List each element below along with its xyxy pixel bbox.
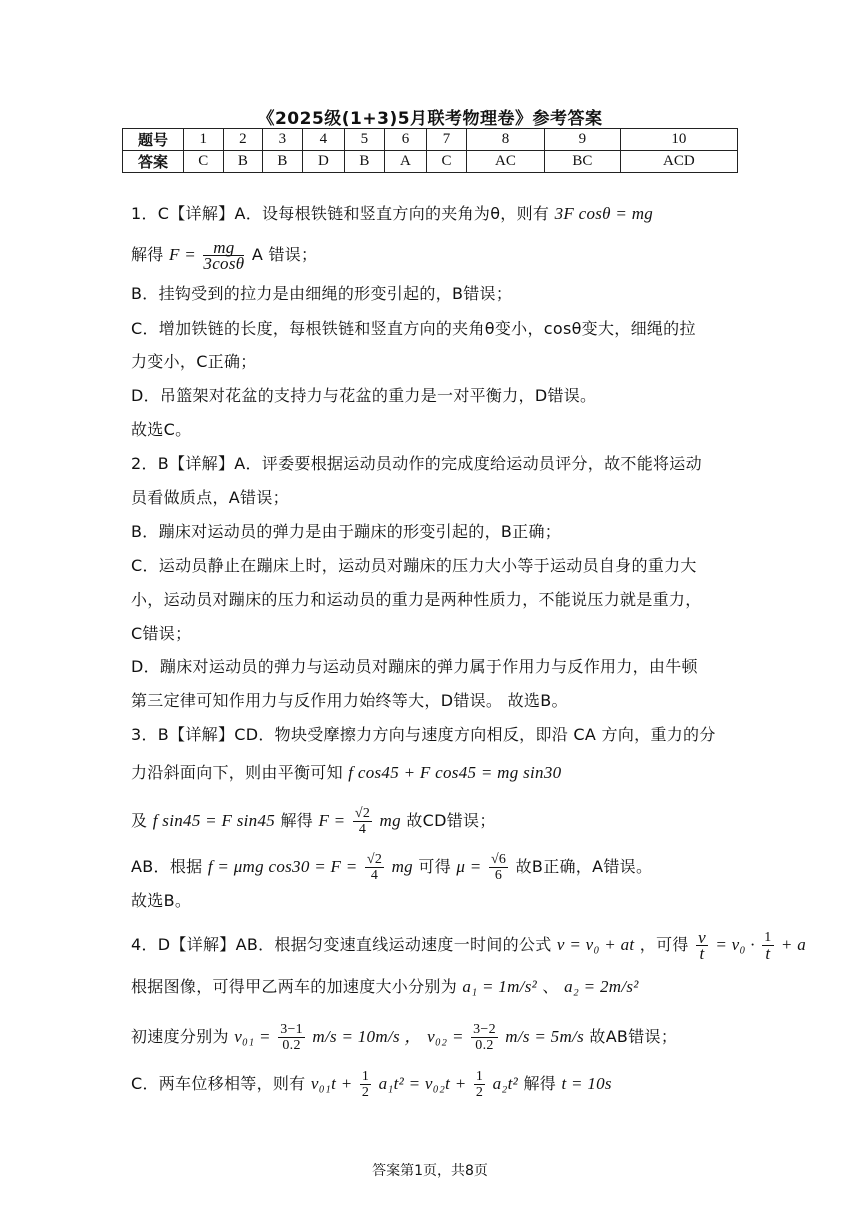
answer-cell: B	[263, 151, 303, 173]
q2-line-7: D．蹦床对运动员的弹力与运动员对蹦床的弹力属于作用力与反作用力，由牛顿	[131, 657, 698, 676]
page-footer: 答案第1页，共8页	[372, 1163, 488, 1179]
q1-line-5: 力变小，C正确；	[131, 352, 257, 371]
q3-equation: f = μmg cos30 = F =	[207, 857, 358, 876]
q4-equation: a₂t²	[492, 1074, 519, 1093]
row-label-numbers: 题号	[123, 129, 184, 151]
q1-line-1	[131, 203, 653, 225]
q4-fraction: $\frac{3-2}{0.2}$	[473, 1022, 496, 1053]
q2-line-5: 小，运动员对蹦床的压力和运动员的重力是两种性质力，不能说压力就是重力，	[131, 590, 702, 609]
q3-text: 及	[131, 811, 148, 830]
question-number: 2	[223, 129, 263, 151]
q4-fraction: $\frac{3-1}{0.2}$	[280, 1022, 303, 1053]
answer-cell: B	[223, 151, 263, 173]
q4-text: ，可得	[639, 935, 689, 954]
q4-text: 初速度分别为	[131, 1027, 229, 1046]
q3-fraction: $\frac{√2}{4}$	[354, 806, 371, 837]
answer-cell: AC	[466, 151, 544, 173]
q3-text: 故B正确，A错误。	[515, 857, 653, 876]
q3-equation: mg	[379, 811, 401, 830]
q3-equation: f sin45 = F sin45	[152, 811, 276, 830]
q3-equation: μ =	[456, 857, 482, 876]
q4-equation: m/s = 10m/s ，	[312, 1027, 422, 1046]
q3-text: 力沿斜面向下，则由平衡可知	[131, 763, 343, 782]
q1-line-6: D．吊篮架对花盆的支持力与花盆的重力是一对平衡力，D错误。	[131, 386, 597, 405]
q4-line-3	[131, 1022, 677, 1053]
q4-line-1	[131, 930, 806, 961]
q1-text: 解得	[131, 245, 164, 264]
q2-line-8: 第三定律可知作用力与反作用力始终等大，D错误。 故选B。	[131, 691, 568, 710]
q3-line-5: 故选B。	[131, 891, 192, 910]
q4-equation: a₁ = 1m/s²	[462, 977, 538, 996]
question-number: 1	[184, 129, 224, 151]
q3-text: 故CD错误；	[406, 811, 496, 830]
q4-equation: a₂ = 2m/s²	[564, 977, 639, 996]
q1-text: A 错误；	[251, 245, 318, 264]
q4-line-4	[131, 1069, 612, 1100]
q2-line-2: 员看做质点，A错误；	[131, 488, 289, 507]
question-number: 9	[545, 129, 620, 151]
q4-text: 4．D【详解】AB．根据匀变速直线运动速度一时间的公式	[131, 935, 552, 954]
answer-cell: C	[184, 151, 224, 173]
question-number: 7	[427, 129, 467, 151]
answer-cell: ACD	[620, 151, 737, 173]
question-number: 4	[302, 129, 345, 151]
q4-equation: t = 10s	[561, 1074, 612, 1093]
q4-equation: v₀₁t +	[310, 1074, 353, 1093]
answer-cell: C	[427, 151, 467, 173]
q3-text: 可得	[418, 857, 451, 876]
row-label-answers: 答案	[123, 151, 184, 173]
answer-cell: BC	[545, 151, 620, 173]
q4-equation: v₀₂ =	[427, 1027, 464, 1046]
q1-line-3: B．挂钩受到的拉力是由细绳的形变引起的，B错误；	[131, 284, 513, 303]
answer-table-row-numbers	[123, 129, 738, 151]
q3-equation: F =	[318, 811, 346, 830]
question-number: 6	[384, 129, 427, 151]
q1-line-4: C．增加铁链的长度，每根铁链和竖直方向的夹角θ变小，cosθ变大，细绳的拉	[131, 319, 696, 338]
q2-line-3: B．蹦床对运动员的弹力是由于蹦床的形变引起的，B正确；	[131, 522, 562, 541]
page-title: 《2025级(1+3)5月联考物理卷》参考答案	[257, 109, 603, 129]
q4-text: 根据图像，可得甲乙两车的加速度大小分别为	[131, 977, 458, 996]
q3-equation: mg	[391, 857, 413, 876]
q1-equation: 3F cosθ = mg	[554, 204, 654, 223]
q4-text: 故AB错误；	[589, 1027, 678, 1046]
q2-line-1: 2．B【详解】A．评委要根据运动员动作的完成度给运动员评分，故不能将运动	[131, 454, 702, 473]
q4-text: C．两车位移相等，则有	[131, 1074, 306, 1093]
question-number: 3	[263, 129, 303, 151]
q1-line-7: 故选C。	[131, 420, 192, 439]
answer-cell: A	[384, 151, 427, 173]
q4-line-2	[131, 976, 639, 998]
q3-line-4	[131, 852, 652, 883]
q4-equation: = v₀ ·	[715, 935, 755, 954]
q3-fraction: $\frac{√6}{6}$	[490, 852, 507, 883]
answer-cell: D	[302, 151, 345, 173]
question-number: 5	[345, 129, 385, 151]
q2-line-6: C错误；	[131, 624, 192, 643]
answer-cell: B	[345, 151, 385, 173]
q4-fraction: $\frac{v}{t}$	[698, 928, 706, 963]
q4-equation: a₁t² = v₀₂t +	[378, 1074, 467, 1093]
answer-table-row-answers	[123, 151, 738, 173]
q4-equation: v₀₁ =	[234, 1027, 271, 1046]
q3-fraction: $\frac{√2}{4}$	[366, 852, 383, 883]
answer-table	[122, 128, 738, 173]
q3-line-1: 3．B【详解】CD．物块受摩擦力方向与速度方向相反，即沿 CA 方向，重力的分	[131, 725, 716, 744]
q2-line-4: C．运动员静止在蹦床上时，运动员对蹦床的压力大小等于运动员自身的重力大	[131, 556, 697, 575]
q3-line-2	[131, 762, 561, 784]
q4-equation: + a	[780, 935, 807, 954]
q3-equation: f cos45 + F cos45 = mg sin30	[348, 763, 562, 782]
q4-text: 解得	[523, 1074, 557, 1093]
question-number: 10	[620, 129, 737, 151]
q3-line-3	[131, 806, 496, 837]
q4-equation: v = v₀ + at	[556, 935, 635, 954]
q1-text: 1．C【详解】A．设每根铁链和竖直方向的夹角为θ，则有	[131, 204, 550, 223]
q4-fraction: $\frac{1}{2}$	[361, 1069, 370, 1100]
q1-fraction: $\frac{mg}{3\cos\theta}$	[203, 238, 245, 273]
q1-equation: F =	[169, 245, 197, 264]
q1-line-2	[131, 240, 317, 271]
q4-text: 、	[542, 977, 559, 996]
q4-equation: m/s = 5m/s	[505, 1027, 584, 1046]
question-number: 8	[466, 129, 544, 151]
q4-fraction: $\frac{1}{t}$	[764, 930, 772, 963]
q3-text: 解得	[280, 811, 314, 830]
q3-text: AB．根据	[131, 857, 203, 876]
q4-fraction: $\frac{1}{2}$	[475, 1069, 484, 1100]
